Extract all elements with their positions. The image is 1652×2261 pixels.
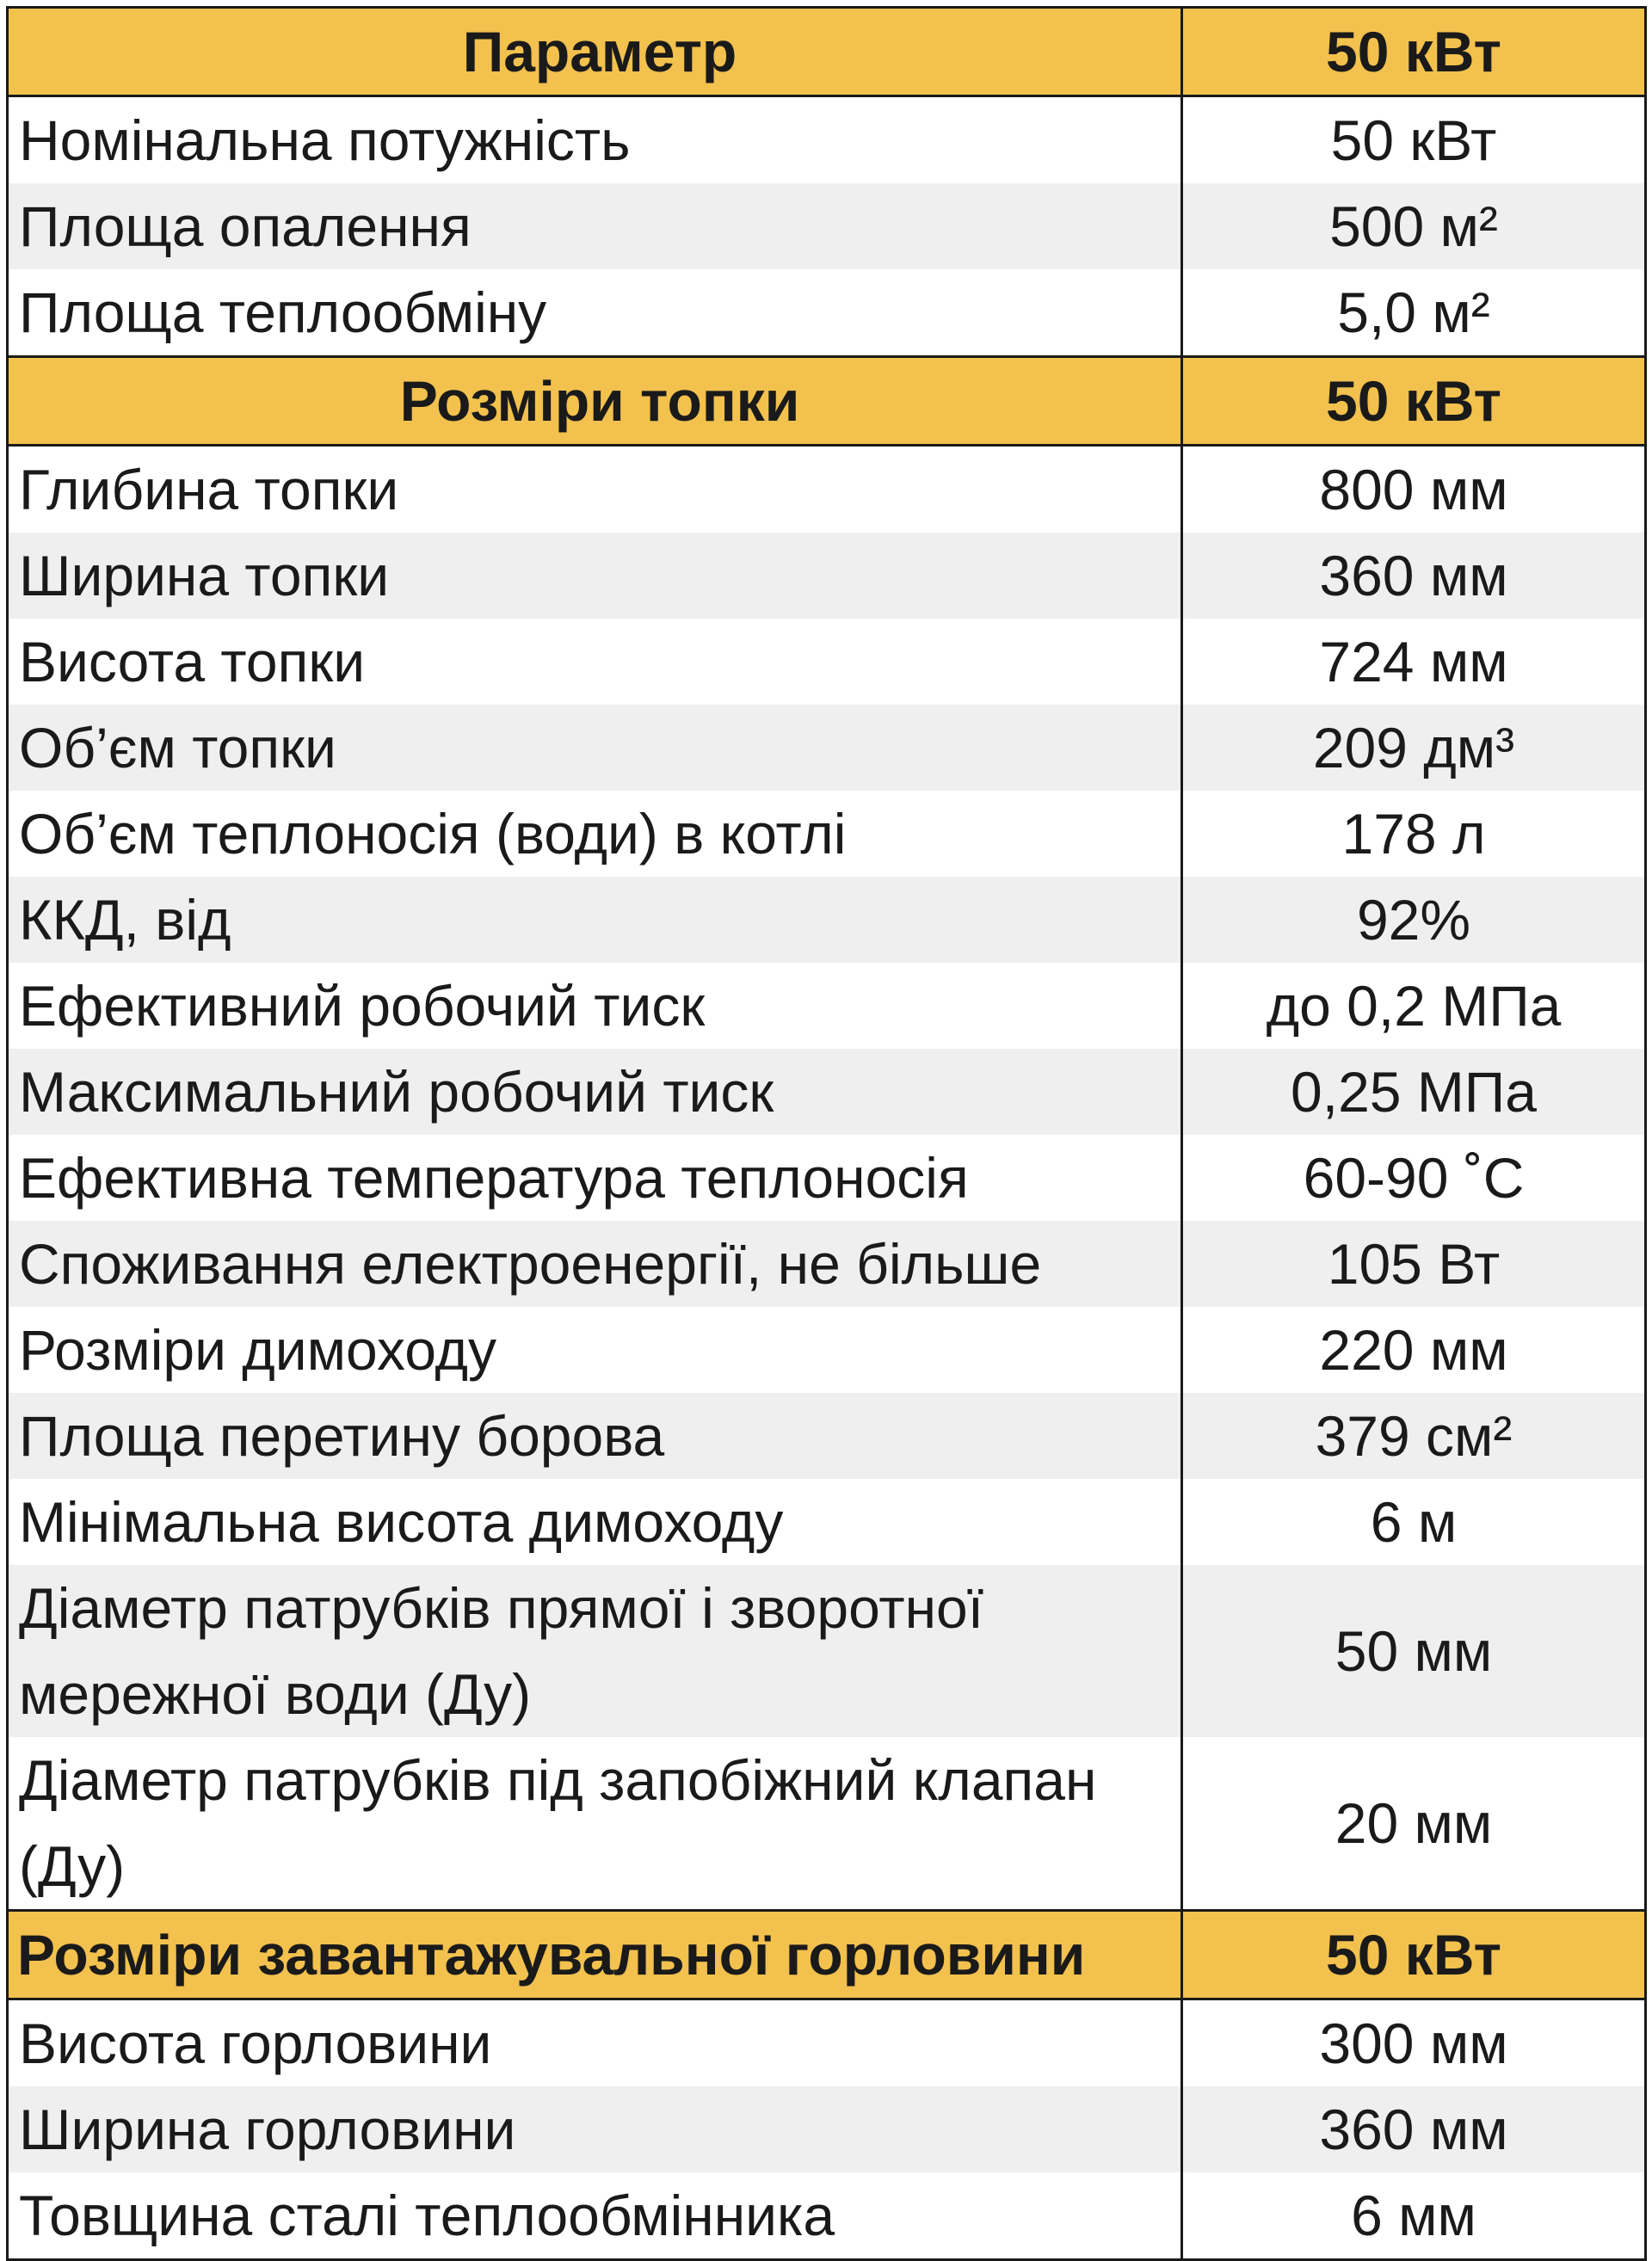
- row-name: Мінімальна висота димоходу: [8, 1479, 1182, 1565]
- table-row: [8, 1737, 1646, 1911]
- section-header-value: 50 кВт: [1182, 1911, 1646, 1999]
- row-name: Ефективна температура теплоносія: [8, 1135, 1182, 1221]
- table-row: [8, 1135, 1646, 1221]
- table-row: [8, 1307, 1646, 1393]
- section-header-label: Розміри завантажувальної горловини: [8, 1911, 1182, 1999]
- table-row: [8, 446, 1646, 533]
- table-row: [8, 963, 1646, 1049]
- table-row: [8, 1393, 1646, 1479]
- row-name: Площа опалення: [8, 183, 1182, 269]
- row-value: 0,25 МПа: [1182, 1049, 1646, 1135]
- row-name: Номінальна потужність: [8, 96, 1182, 184]
- row-value: 800 мм: [1182, 446, 1646, 533]
- table-row: [8, 183, 1646, 269]
- row-name: Площа перетину борова: [8, 1393, 1182, 1479]
- row-name: Ефективний робочий тиск: [8, 963, 1182, 1049]
- row-value: 724 мм: [1182, 619, 1646, 705]
- table-row: [8, 791, 1646, 877]
- row-name: ККД, від: [8, 877, 1182, 963]
- table-row: [8, 96, 1646, 184]
- table-row: [8, 2086, 1646, 2172]
- row-name: Розміри димоходу: [8, 1307, 1182, 1393]
- section-header-label: Параметр: [8, 8, 1182, 96]
- row-value: 379 см²: [1182, 1393, 1646, 1479]
- row-value: до 0,2 МПа: [1182, 963, 1646, 1049]
- table-row: [8, 1999, 1646, 2087]
- row-value: 300 мм: [1182, 1999, 1646, 2087]
- row-value: 360 мм: [1182, 533, 1646, 619]
- section-header-value: 50 кВт: [1182, 8, 1646, 96]
- row-name: Максимальний робочий тиск: [8, 1049, 1182, 1135]
- spec-table: [6, 6, 1647, 2261]
- row-value: 50 мм: [1182, 1565, 1646, 1737]
- row-name: Об’єм теплоносія (води) в котлі: [8, 791, 1182, 877]
- row-name: Товщина сталі теплообмінника: [8, 2172, 1182, 2260]
- row-value: 6 м: [1182, 1479, 1646, 1565]
- row-name: Ширина горловини: [8, 2086, 1182, 2172]
- row-value: 105 Вт: [1182, 1221, 1646, 1307]
- section-header-parameters: [8, 8, 1646, 96]
- row-name: Висота топки: [8, 619, 1182, 705]
- row-name: Ширина топки: [8, 533, 1182, 619]
- row-name: Площа теплообміну: [8, 269, 1182, 357]
- row-name: Об’єм топки: [8, 705, 1182, 791]
- table-row: [8, 2172, 1646, 2260]
- row-name: Висота горловини: [8, 1999, 1182, 2087]
- section-header-loading-door: [8, 1911, 1646, 1999]
- row-value: 209 дм³: [1182, 705, 1646, 791]
- row-value: 5,0 м²: [1182, 269, 1646, 357]
- table-row: [8, 1049, 1646, 1135]
- table-row: [8, 877, 1646, 963]
- section-header-label: Розміри топки: [8, 357, 1182, 446]
- row-value: 92%: [1182, 877, 1646, 963]
- row-value: 220 мм: [1182, 1307, 1646, 1393]
- table-row: [8, 533, 1646, 619]
- row-value: 360 мм: [1182, 2086, 1646, 2172]
- row-name: Діаметр патрубків під запобіжний клапан (Ду): [8, 1737, 1182, 1911]
- row-value: 60-90 ˚С: [1182, 1135, 1646, 1221]
- table-row: [8, 1565, 1646, 1737]
- table-row: [8, 619, 1646, 705]
- row-value: 50 кВт: [1182, 96, 1646, 184]
- row-value: 178 л: [1182, 791, 1646, 877]
- row-value: 6 мм: [1182, 2172, 1646, 2260]
- section-header-value: 50 кВт: [1182, 357, 1646, 446]
- table-row: [8, 705, 1646, 791]
- table-row: [8, 1221, 1646, 1307]
- row-name: Споживання електроенергії, не більше: [8, 1221, 1182, 1307]
- row-name: Діаметр патрубків прямої і зворотної мережної води (Ду): [8, 1565, 1182, 1737]
- table-row: [8, 269, 1646, 357]
- row-value: 20 мм: [1182, 1737, 1646, 1911]
- table-row: [8, 1479, 1646, 1565]
- row-name: Глибина топки: [8, 446, 1182, 533]
- row-value: 500 м²: [1182, 183, 1646, 269]
- section-header-firebox: [8, 357, 1646, 446]
